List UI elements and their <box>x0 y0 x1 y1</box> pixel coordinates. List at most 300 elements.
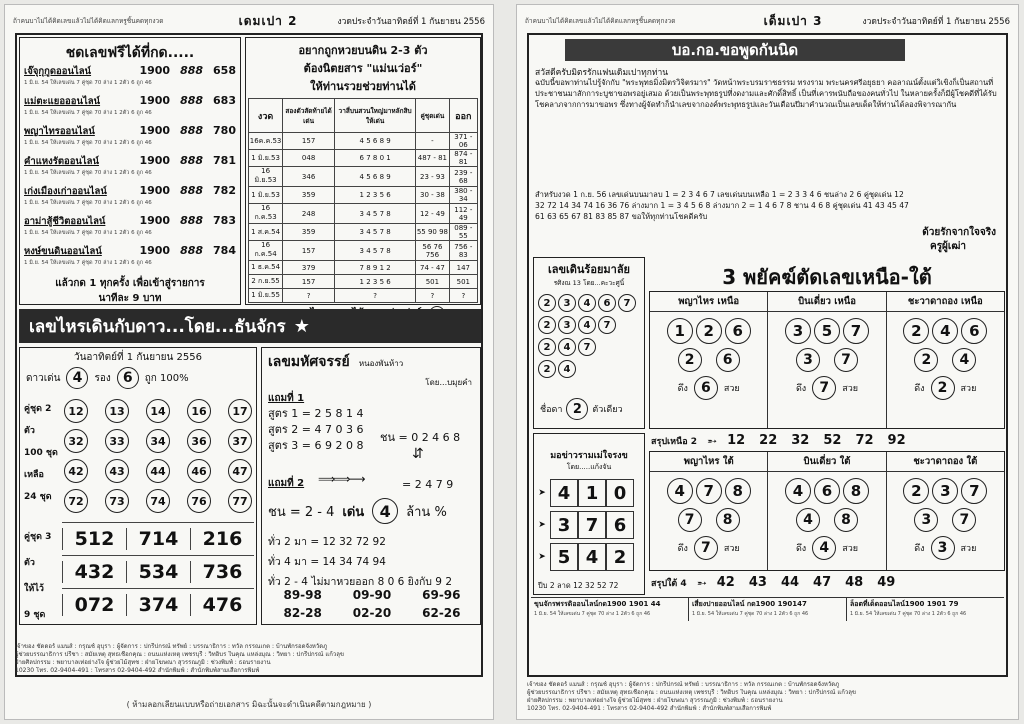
star-numbers-box <box>19 347 257 625</box>
walk-number: 7 <box>578 338 596 356</box>
right-page <box>516 4 1019 720</box>
north-number: 6 <box>961 318 987 344</box>
south-column <box>886 452 1004 570</box>
ad-table-cell: 16 ก.ค.54 <box>249 241 283 261</box>
north-summary-value: 22 <box>759 433 778 448</box>
phone-line-sub: 1 มิ.ย. 54 ให้เลขเด่น 7 คู่ชุด 70 ล่าง 1 2ตัว 6 ถูก 46 <box>24 110 152 116</box>
ad-table-cell: 56 76 756 <box>416 241 449 261</box>
mon-row <box>534 477 644 509</box>
phone-mid: 888 <box>180 214 204 227</box>
phone-ext: 658 <box>213 64 236 77</box>
phone-line-sub: 1 มิ.ย. 54 ให้เลขเด่น 7 คู่ชุด 70 ล่าง 1 2ตัว 6 ถูก 46 <box>24 140 152 146</box>
ad-table-cell: 1 ส.ค.54 <box>249 224 283 241</box>
pair-number: 72 <box>64 489 88 513</box>
south-summary <box>651 575 1003 590</box>
pair-row <box>62 426 254 456</box>
phone-line-main <box>24 214 236 229</box>
phone-mid: 888 <box>180 154 204 167</box>
ad-title-1: อยากถูกหวยบนดิน 2-3 ตัว <box>298 44 428 57</box>
ad-table-cell: 3 4 5 7 8 <box>335 224 416 241</box>
pair-number: 44 <box>146 459 170 483</box>
right-frame <box>527 33 1008 677</box>
hit-label: ชน = 2 - 4 <box>268 504 335 520</box>
pair-number: 33 <box>105 429 129 453</box>
north-cut-row <box>650 376 767 400</box>
north-column <box>650 292 767 428</box>
pair-number: 47 <box>228 459 252 483</box>
south-top-row <box>887 478 1004 504</box>
right-header-small: ถ้าคนบาไม่ได้คิดเลขแล้วไม่ได้คิดแลกหรูชิ้นคดทุกงวด <box>525 17 676 25</box>
star-main-row <box>20 365 256 391</box>
ad-table-cell: 1 2 3 5 6 <box>335 275 416 289</box>
walk-end-label: ชื่อดา <box>540 405 563 415</box>
ad-table-row <box>249 275 478 289</box>
ad-table-row <box>249 289 478 303</box>
miracle-title: เลขมหัศจรรย์ <box>268 354 350 370</box>
walk-number: 4 <box>578 316 596 334</box>
star-main-number: 4 <box>72 370 83 386</box>
trio-label-3: 9 ชุด <box>24 610 46 620</box>
pair-number: 46 <box>187 459 211 483</box>
mon-title: มอข่าวรามเม่ใจรงข <box>550 451 628 461</box>
north-grid <box>649 291 1005 429</box>
cut-word: ดึง <box>677 384 688 394</box>
south-summary-value: 49 <box>877 575 896 590</box>
walk-row <box>538 358 644 380</box>
ad-table-cell: 16ค.ค.53 <box>249 133 283 150</box>
title-banner <box>565 39 905 61</box>
north-column-head: ชะวาดาถอง เหนือ <box>887 292 1004 312</box>
ad-table-cell: 874 - 81 <box>449 150 477 167</box>
south-number: 4 <box>785 478 811 504</box>
pair-number: 16 <box>187 399 211 423</box>
trio-number: 512 <box>62 528 126 550</box>
calc-line: 61 63 65 67 81 83 85 87 ขอให้ทุกท่านโชคดีครับ <box>535 212 708 221</box>
north-summary-value: 52 <box>823 433 842 448</box>
south-number: 7 <box>696 478 722 504</box>
south-number: 3 <box>932 478 958 504</box>
south-cut-row <box>887 536 1004 560</box>
phone-line-main <box>24 184 236 199</box>
north-number: 7 <box>843 318 869 344</box>
walk-end-text: ตัวเดียว <box>592 405 623 415</box>
section-title: บอ.กอ.ขอพูดกันนิด <box>671 41 799 59</box>
trio-row <box>62 555 254 588</box>
walk-number: 4 <box>578 294 596 312</box>
south-cut-number: 4 <box>812 536 836 560</box>
ad-table-cell: 157 <box>283 133 335 150</box>
north-summary-value: 12 <box>727 433 746 448</box>
ad-table-head-cell: คู่ชุดเด่น <box>416 99 449 133</box>
phone-prefix: 1900 <box>139 124 171 137</box>
north-column-head: พญาไหร เหนือ <box>650 292 767 312</box>
ad-table-cell: 501 <box>449 275 477 289</box>
north-number: 4 <box>952 348 976 372</box>
ad-table-cell: 371 - 06 <box>449 133 477 150</box>
phone-ext: 683 <box>213 94 236 107</box>
walk-end-circle <box>566 398 588 420</box>
south-number: 6 <box>814 478 840 504</box>
south-top-row <box>650 478 767 504</box>
mon-rows <box>534 477 644 573</box>
right-page-label: เด็มเปา 3 <box>763 13 823 28</box>
trio-number: 714 <box>126 528 190 550</box>
footer-line: เจ้าของ ชัดดอร์ แมนส์ : กรุณช์ อุบุรา : ผู้จัดการ : ปกรีปกรณ์ ทรัพย์ : บรรณาธิการ : ทวัล กรรณเกต : บ้านพักรอดจังหวัดภู <box>15 643 328 650</box>
phone-strip-sub: 1 มิ.ย. 54 ให้เลขเด่น 7 คู่ชุด 70 ล่าง 1 2ตัว 6 ถูก 46 <box>692 611 809 617</box>
miracle-box <box>261 347 481 625</box>
phone-line-name: พญาไทรออนไลน์ <box>24 126 95 137</box>
mon-number: 7 <box>578 511 606 539</box>
right-footer <box>527 681 1008 713</box>
walk-number: 4 <box>558 338 576 356</box>
cut-word: ดึง <box>914 544 925 554</box>
ad-table-cell: 30 - 38 <box>416 187 449 204</box>
south-cut-number: 7 <box>694 536 718 560</box>
south-column <box>767 452 885 570</box>
ad-table-cell: 7 8 9 1 2 <box>335 261 416 275</box>
miracle-subtitle: หนองพันห้าว <box>358 359 404 368</box>
pairs-row <box>268 588 476 606</box>
ad-table-row <box>249 167 478 187</box>
ad-table-cell: ? <box>416 289 449 303</box>
phone-title: ชดเลขฟรีได้ที่กด..... <box>65 45 195 61</box>
cut-word: ดึง <box>677 544 688 554</box>
phone-line-sub: 1 มิ.ย. 54 ให้เลขเด่น 7 คู่ชุด 70 ล่าง 1 2ตัว 6 ถูก 46 <box>24 260 152 266</box>
south-number: 7 <box>678 508 702 532</box>
footer-line: ฝ่ายศิลปกรรม : พยาบาลเท่อย่างใจ ผู้ช่วยไม้สุทช : ฝ่ายโฆษณา สุวรรณภูมิ : ช่วงพิมพ์ : ธอนรายงาน <box>15 659 271 666</box>
south-column-head: บินเดี่ยว ใต้ <box>768 452 885 472</box>
phone-prefix: 1900 <box>139 154 171 167</box>
ad-table-cell: 112 - 49 <box>449 204 477 224</box>
walk-number: 3 <box>558 294 576 312</box>
south-number: 8 <box>834 508 858 532</box>
ad-title-2: ต้องนิตยสาร "แม่นเว่อร์" <box>303 62 423 75</box>
trio-label-2: ให้ไว้ <box>24 584 44 594</box>
south-summary-value: 44 <box>780 575 800 590</box>
win-word: สวย <box>842 384 859 394</box>
miracle-title-row <box>262 348 480 376</box>
calc-lines <box>535 189 1003 222</box>
cut-word: ดึง <box>914 384 925 394</box>
star-main-circle <box>66 367 88 389</box>
north-column-head: บินเดี่ยว เหนือ <box>768 292 885 312</box>
phone-line <box>20 154 240 184</box>
ad-table-row <box>249 261 478 275</box>
right-arrow-icon: ➵ <box>707 433 718 448</box>
ad-table-cell: 147 <box>449 261 477 275</box>
trio-number: 736 <box>190 561 254 583</box>
pointer-icon: ➤ <box>538 552 546 562</box>
walk-number: 2 <box>538 316 556 334</box>
north-mid-row <box>768 348 885 372</box>
star-hit-label: ถูก 100% <box>144 372 189 384</box>
ad-table-head-cell: วาสี่บนสวนใหญ่มาหลักสิบให้เด่น <box>335 99 416 133</box>
north-number: 2 <box>914 348 938 372</box>
ad-table-row <box>249 133 478 150</box>
phone-prefix: 1900 <box>139 64 171 77</box>
pair-row <box>62 486 254 516</box>
phone-line-name: แม่ตะแยอออนไลน์ <box>24 96 101 107</box>
pair-number: 32 <box>64 429 88 453</box>
phone-mid: 888 <box>180 184 204 197</box>
walk-title: เลขเดินร้อยมาลัย <box>547 263 631 276</box>
ad-table-cell: 3 4 5 7 8 <box>335 204 416 224</box>
south-summary-value: 47 <box>813 575 832 590</box>
phone-strip-number: ล็อตที่เด็ดออนไลน์1900 1901 79 <box>850 600 959 608</box>
ad-table-cell: 1 2 3 5 6 <box>335 187 416 204</box>
trio-number: 216 <box>190 528 254 550</box>
hit-unit: ล้าน % <box>406 504 447 520</box>
right-header <box>525 11 1010 31</box>
ad-table-cell: 1 มิ.ย.53 <box>249 187 283 204</box>
left-page <box>4 4 494 720</box>
cut-word: ดึง <box>795 384 807 394</box>
phone-line-main <box>24 64 236 79</box>
walk-end-number: 2 <box>572 401 582 417</box>
ad-title-3: ให้ท่านรวยช่วยท่านได้ <box>310 80 416 93</box>
south-top-row <box>768 478 885 504</box>
pair-row <box>62 456 254 486</box>
mon-row <box>534 541 644 573</box>
formula-line: สูตร 1 = 2 5 8 1 4 <box>268 407 364 420</box>
pointer-icon: ➤ <box>538 520 546 530</box>
hit-den: เด่น <box>342 504 365 520</box>
pair-row <box>62 396 254 426</box>
trio-number: 534 <box>126 561 190 583</box>
walk-number: 2 <box>538 294 556 312</box>
south-summary-label: สรุปใต้ 4 <box>651 578 687 589</box>
calc-line: 32 72 14 34 74 16 36 76 ล่างมาก 1 = 3 4 5 6 8 ล่างมาก 2 = 1 4 6 7 8 ชาน 4 6 8 คู่ชุดเด่น 41 43 45 47 <box>535 201 909 210</box>
pair-grid <box>62 396 254 516</box>
banner-title: เลขไหรเดินกับดาว...โดย...ธันจักร <box>29 316 286 337</box>
ad-table-cell: 1 มิ.ย.55 <box>249 289 283 303</box>
north-summary-values <box>727 433 906 448</box>
phone-ext: 782 <box>213 184 236 197</box>
north-mid-row <box>650 348 767 372</box>
formula-line: สูตร 2 = 4 7 0 3 6 <box>268 423 364 436</box>
ad-table-cell: 359 <box>283 224 335 241</box>
south-summary-value: 43 <box>748 575 767 590</box>
left-frame <box>15 33 483 677</box>
pairs-value: 89-98 <box>283 588 322 602</box>
ad-table-cell: 74 - 47 <box>416 261 449 275</box>
phone-line-sub: 1 มิ.ย. 54 ให้เลขเด่น 7 คู่ชุด 70 ล่าง 1 2ตัว 6 ถูก 46 <box>24 170 152 176</box>
phone-line <box>20 64 240 94</box>
north-summary-label: สรุปเหนือ 2 <box>651 436 698 447</box>
ad-table-cell: 6 7 8 0 1 <box>335 150 416 167</box>
south-summary-value: 48 <box>845 575 864 590</box>
pair-number: 17 <box>228 399 252 423</box>
magazine-ad-box <box>245 37 481 305</box>
phone-line <box>20 244 240 274</box>
north-summary-value: 92 <box>887 433 906 448</box>
ad-table-cell: 346 <box>283 167 335 187</box>
phone-prefix: 1900 <box>139 244 171 257</box>
formula-header-2: แถมที่ 2 <box>268 478 305 489</box>
bottom-note: ( ห้ามลอกเลียนแบบหรือถ่ายเอกสาร มิฉะนั้นจะดำเนินคดีตามกฎหมาย ) <box>126 700 372 709</box>
arrow-right-icon: ⟹⟹⟶ <box>318 472 364 486</box>
phone-mid: 888 <box>180 244 204 257</box>
ad-table-cell: 359 <box>283 187 335 204</box>
ad-table-cell: ? <box>449 289 477 303</box>
trio-labels <box>24 524 58 628</box>
north-column <box>767 292 885 428</box>
trio-number: 432 <box>62 561 126 583</box>
pairs-row <box>268 606 476 624</box>
pairs-value: 69-96 <box>422 588 461 602</box>
south-number: 8 <box>716 508 740 532</box>
pair-number: 13 <box>105 399 129 423</box>
star-date: วันอาทิตย์ที่ 1 กันยายน 2556 <box>73 352 203 363</box>
phone-ext: 781 <box>213 154 236 167</box>
ad-table-cell: 248 <box>283 204 335 224</box>
south-number: 4 <box>796 508 820 532</box>
phone-line-main <box>24 124 236 139</box>
miracle-by: โดย...บมุยคำ <box>425 378 472 387</box>
north-column <box>886 292 1004 428</box>
ad-table-cell: - <box>416 133 449 150</box>
left-page-label: เดมเปา 2 <box>238 13 298 28</box>
ad-table-head-cell: สองตัวสัดท้ายได้เด่น <box>283 99 335 133</box>
walk-number: 6 <box>598 294 616 312</box>
north-number: 3 <box>785 318 811 344</box>
hit-circle <box>372 498 398 524</box>
ad-table-row <box>249 150 478 167</box>
ad-table-cell: ? <box>335 289 416 303</box>
pair-number: 12 <box>64 399 88 423</box>
ad-table-cell: 089 - 55 <box>449 224 477 241</box>
ad-table-cell: 2 ก.ย.55 <box>249 275 283 289</box>
ad-table-row <box>249 224 478 241</box>
pair-number: 77 <box>228 489 252 513</box>
phone-ext: 784 <box>213 244 236 257</box>
mon-number: 6 <box>606 511 634 539</box>
phone-line <box>20 94 240 124</box>
left-header <box>13 11 485 31</box>
pairs-value: 02-20 <box>352 606 392 620</box>
pair-label-1: คู่ชุด 2 ตัว <box>24 404 52 436</box>
phone-line-sub: 1 มิ.ย. 54 ให้เลขเด่น 7 คู่ชุด 70 ล่าง 1 2ตัว 6 ถูก 46 <box>24 230 152 236</box>
phone-strip-cell <box>688 598 846 621</box>
ad-table-cell: 16 มิ.ย.53 <box>249 167 283 187</box>
win-word: สวย <box>960 384 977 394</box>
phone-line-main <box>24 94 236 109</box>
star-main-label: ดาวเด่น <box>26 372 61 384</box>
phone-line-sub: 1 มิ.ย. 54 ให้เลขเด่น 7 คู่ชุด 70 ล่าง 1 2ตัว 6 ถูก 46 <box>24 80 152 86</box>
north-number: 3 <box>796 348 820 372</box>
ad-table-cell: 12 - 49 <box>416 204 449 224</box>
ad-table-row <box>249 204 478 224</box>
pair-number: 14 <box>146 399 170 423</box>
footer-line: เจ้าของ ชัดดอร์ แมนส์ : กรุณช์ อุบุรา : ผู้จัดการ : ปกรีปกรณ์ ทรัพย์ : บรรณาธิการ : ทวัล กรรณเกต : บ้านพักรอดจังหวัดภู <box>527 681 840 688</box>
north-number: 1 <box>667 318 693 344</box>
walk-row <box>538 314 644 336</box>
mon-by: โดย.....แก้งจัน <box>566 463 612 471</box>
north-number: 5 <box>814 318 840 344</box>
miracle-lines <box>268 532 452 592</box>
phone-line-main <box>24 154 236 169</box>
mon-foot: ปีบ 2 ลาด 12 32 52 72 <box>538 581 619 590</box>
ad-table-body <box>249 133 478 303</box>
mon-number: 4 <box>578 543 606 571</box>
north-number: 6 <box>725 318 751 344</box>
phone-lines-box <box>19 37 241 305</box>
phone-mid: 888 <box>180 64 204 77</box>
phone-line-name: อาม่าสู้ชีวิตออนไลน์ <box>24 216 106 227</box>
pair-number: 36 <box>187 429 211 453</box>
pair-label-3: 24 ชุด <box>24 492 52 502</box>
ad-table <box>248 98 478 303</box>
ad-table-cell: 379 <box>283 261 335 275</box>
ad-table-cell: 048 <box>283 150 335 167</box>
phone-mid: 888 <box>180 124 204 137</box>
south-cut-row <box>768 536 885 560</box>
north-cut-number: 6 <box>694 376 718 400</box>
miracle-line: ทั่ว 4 มา = 14 34 74 94 <box>268 556 386 568</box>
pairs-value: 82-28 <box>283 606 322 620</box>
trio-row <box>62 522 254 555</box>
trio-grid <box>62 522 254 621</box>
phone-strip-cell <box>846 598 1004 621</box>
phone-strip-sub: 1 มิ.ย. 54 ให้เลขเด่น 7 คู่ชุด 70 ล่าง 1 2ตัว 6 ถูก 46 <box>534 611 651 617</box>
south-cut-number: 3 <box>931 536 955 560</box>
walk-row <box>538 336 644 358</box>
ad-table-cell: 487 - 81 <box>416 150 449 167</box>
north-top-row <box>768 318 885 344</box>
left-footer <box>15 643 483 675</box>
phone-prefix: 1900 <box>139 94 171 107</box>
win-word: สวย <box>723 384 740 394</box>
north-cut-number: 2 <box>931 376 955 400</box>
walk-number: 7 <box>598 316 616 334</box>
phone-line-name: หงษ์ขนดินออนไลน์ <box>24 246 102 257</box>
mon-number: 3 <box>550 511 578 539</box>
north-summary-value: 32 <box>791 433 810 448</box>
north-columns <box>650 292 1004 428</box>
south-number: 8 <box>843 478 869 504</box>
footer-line: ฝ่ายศิลปกรรม : พยาบาลเท่อย่างใจ ผู้ช่วยไม้สุทช : ฝ่ายโฆษณา สุวรรณภูมิ : ช่วงพิมพ์ : ธอนรายงาน <box>527 697 783 704</box>
walk-number: 3 <box>558 316 576 334</box>
phone-line-name: คำแหงรัตออนไลน์ <box>24 156 99 167</box>
right-draw-date: งวดประจำวันอาทิตย์ที่ 1 กันยายน 2556 <box>862 17 1010 27</box>
phone-ext: 780 <box>213 124 236 137</box>
ad-table-head-cell: งวด <box>249 99 283 133</box>
walk-box <box>533 257 645 429</box>
ad-table-cell: 23 - 93 <box>416 167 449 187</box>
north-mid-row <box>887 348 1004 372</box>
south-columns <box>650 452 1004 570</box>
ad-table-header <box>249 99 478 133</box>
mon-number: 1 <box>578 479 606 507</box>
pair-number: 34 <box>146 429 170 453</box>
ad-table-cell: 4 5 6 8 9 <box>335 167 416 187</box>
south-summary-value: 42 <box>716 575 735 590</box>
ad-table-cell: 55 90 98 <box>416 224 449 241</box>
south-number: 3 <box>914 508 938 532</box>
star-rong-label: รอง <box>94 372 111 384</box>
phone-line-name: เจ๊จุกุกูดออนไลน์ <box>24 66 92 77</box>
ad-table-row <box>249 241 478 261</box>
north-summary <box>651 433 1003 448</box>
south-column-head: ชะวาดาถอง ใต้ <box>887 452 1004 472</box>
south-column-head: พญาไหร ใต้ <box>650 452 767 472</box>
formula-header: แถมที่ 1 <box>268 393 305 404</box>
ad-table-cell: 1 มิ.ย.53 <box>249 150 283 167</box>
star-banner <box>19 309 481 343</box>
south-number: 2 <box>903 478 929 504</box>
north-top-row <box>650 318 767 344</box>
signature-1: ด้วยรักจากใจจริง <box>922 227 996 238</box>
